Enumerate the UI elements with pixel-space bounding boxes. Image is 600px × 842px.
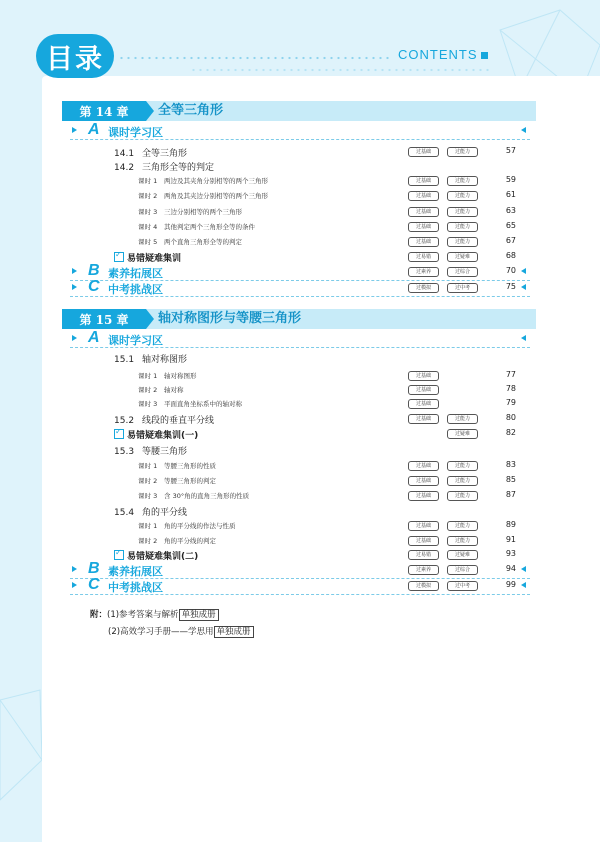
- level-tag: 过能力: [447, 176, 478, 186]
- level-tag: 过能力: [447, 414, 478, 424]
- lesson-number: 课时 1: [138, 462, 158, 470]
- entry-title: 易错疑难集训(一): [127, 431, 199, 441]
- chapter-title: 轴对称图形与等腰三角形: [158, 311, 302, 326]
- triangle-right-icon: [72, 127, 77, 133]
- entry-title: 两个直角三角形全等的判定: [164, 238, 242, 246]
- triangle-left-icon: [521, 127, 526, 133]
- level-tag: 过基础: [408, 176, 439, 186]
- appendix-item-2: [108, 625, 254, 637]
- appendix-item-label: (2)高效学习手册——学思用: [108, 627, 214, 637]
- toc-entry-lesson[interactable]: [138, 237, 242, 246]
- page-number: 79: [505, 398, 516, 407]
- toc-entry-lesson[interactable]: [138, 371, 197, 380]
- lesson-number: 课时 3: [138, 208, 158, 216]
- page-number: 65: [505, 221, 516, 230]
- level-tag: 过基础: [408, 371, 439, 381]
- section-letter: A: [88, 329, 100, 346]
- page-number: 80: [505, 413, 516, 422]
- level-tag: 过素养: [408, 565, 439, 575]
- page-number: 75: [505, 282, 516, 291]
- entry-title: 三角形全等的判定: [142, 163, 215, 173]
- entry-title: 两边及其夹角分别相等的两个三角形: [164, 177, 268, 185]
- lesson-number: 课时 1: [138, 522, 158, 530]
- entry-title: 全等三角形: [142, 149, 188, 159]
- triangle-left-icon: [521, 566, 526, 572]
- page-number: 83: [505, 460, 516, 469]
- section-letter: C: [88, 278, 100, 295]
- triangle-left-icon: [521, 582, 526, 588]
- entry-title: 线段的垂直平分线: [142, 416, 215, 426]
- level-tag: 过疑难: [447, 252, 478, 262]
- toc-entry-lesson[interactable]: [138, 385, 184, 394]
- entry-title: 轴对称图形: [142, 355, 188, 365]
- triangle-left-icon: [521, 284, 526, 290]
- page-number: 67: [505, 236, 516, 245]
- chapter-title: 全等三角形: [158, 103, 224, 118]
- lesson-number: 课时 2: [138, 386, 158, 394]
- page-number: 61: [505, 190, 516, 199]
- level-tag: 过能力: [447, 191, 478, 201]
- section-name: 素养拓展区: [108, 267, 163, 280]
- level-tag: 过基础: [408, 222, 439, 232]
- level-tag: 过易错: [408, 550, 439, 560]
- chapter-number: 第 14 章: [62, 101, 146, 121]
- level-tag: 过模拟: [408, 283, 439, 293]
- level-tag: 过基础: [408, 414, 439, 424]
- toc-entry-lesson[interactable]: [138, 491, 249, 500]
- toc-entry-drill[interactable]: [114, 251, 181, 264]
- chapter-header[interactable]: [62, 101, 536, 121]
- page-number: 94: [505, 564, 516, 573]
- section-letter: A: [88, 121, 100, 138]
- lesson-number: 课时 5: [138, 238, 158, 246]
- dotted-divider: [190, 68, 490, 72]
- triangle-right-icon: [72, 582, 77, 588]
- entry-title: 等腰三角形的判定: [164, 477, 216, 485]
- entry-title: 角的平分线的作法与性质: [164, 522, 236, 530]
- level-tag: 过基础: [408, 399, 439, 409]
- toc-entry-lesson[interactable]: [138, 399, 242, 408]
- entry-title: 易错疑难集训: [127, 254, 182, 264]
- triangle-right-icon: [72, 566, 77, 572]
- entry-title: 两角及其夹边分别相等的两个三角形: [164, 192, 268, 200]
- level-tag: 过基础: [408, 147, 439, 157]
- square-icon: [481, 52, 488, 59]
- entry-title: 等腰三角形的性质: [164, 462, 216, 470]
- toc-entry[interactable]: [114, 505, 187, 518]
- level-tag: 过基础: [408, 491, 439, 501]
- level-tag: 过综合: [447, 565, 478, 575]
- appendix-note: 单独成册: [179, 609, 219, 621]
- level-tag: 过基础: [408, 385, 439, 395]
- chapter-number: 第 15 章: [62, 309, 146, 329]
- entry-title: 等腰三角形: [142, 447, 188, 457]
- level-tag: 过易错: [408, 252, 439, 262]
- section-name: 课时学习区: [108, 126, 163, 139]
- toc-entry[interactable]: [114, 146, 187, 159]
- lesson-number: 课时 1: [138, 372, 158, 380]
- level-tag: 过综合: [447, 267, 478, 277]
- page-number: 57: [505, 146, 516, 155]
- toc-entry[interactable]: [114, 160, 214, 173]
- level-tag: 过基础: [408, 461, 439, 471]
- dotted-divider: [118, 56, 393, 60]
- checkbox-icon: [114, 429, 124, 439]
- section-row-a[interactable]: [70, 121, 530, 140]
- contents-label: CONTENTS: [398, 47, 478, 62]
- checkbox-icon: [114, 252, 124, 262]
- entry-number: 14.1: [114, 149, 135, 159]
- lesson-number: 课时 2: [138, 537, 158, 545]
- page-number: 70: [505, 266, 516, 275]
- page-number: 68: [505, 251, 516, 260]
- page-number: 85: [505, 475, 516, 484]
- level-tag: 过能力: [447, 536, 478, 546]
- lesson-number: 课时 2: [138, 192, 158, 200]
- entry-title: 含 30°角的直角三角形的性质: [164, 492, 250, 500]
- appendix-item-label: (1)参考答案与解析: [107, 610, 179, 620]
- section-name: 中考挑战区: [108, 581, 163, 594]
- level-tag: 过基础: [408, 207, 439, 217]
- level-tag: 过能力: [447, 476, 478, 486]
- page-card: [42, 76, 600, 842]
- lesson-number: 课时 4: [138, 223, 158, 231]
- appendix-prefix: 附：: [90, 610, 108, 620]
- toc-entry-lesson[interactable]: [138, 461, 216, 470]
- triangle-left-icon: [521, 335, 526, 341]
- level-tag: 过能力: [447, 461, 478, 471]
- section-letter: C: [88, 576, 100, 593]
- entry-title: 轴对称图形: [164, 372, 197, 380]
- entry-number: 14.2: [114, 163, 135, 173]
- page-number: 82: [505, 428, 516, 437]
- page-number: 77: [505, 370, 516, 379]
- entry-title: 轴对称: [164, 386, 184, 394]
- level-tag: 过能力: [447, 521, 478, 531]
- level-tag: 过素养: [408, 267, 439, 277]
- level-tag: 过基础: [408, 536, 439, 546]
- level-tag: 过中考: [447, 581, 478, 591]
- level-tag: 过基础: [408, 476, 439, 486]
- page-number: 63: [505, 206, 516, 215]
- toc-entry-lesson[interactable]: [138, 207, 242, 216]
- level-tag: 过疑难: [447, 429, 478, 439]
- lesson-number: 课时 3: [138, 492, 158, 500]
- page-number: 93: [505, 549, 516, 558]
- toc-entry-lesson[interactable]: [138, 191, 268, 200]
- entry-number: 15.2: [114, 416, 135, 426]
- chapter-header[interactable]: [62, 309, 536, 329]
- section-name: 课时学习区: [108, 334, 163, 347]
- lesson-number: 课时 1: [138, 177, 158, 185]
- toc-entry[interactable]: [114, 413, 214, 426]
- section-letter: B: [88, 560, 100, 577]
- triangle-left-icon: [521, 268, 526, 274]
- page-title: 目录: [36, 34, 114, 78]
- page-number: 99: [505, 580, 516, 589]
- page-number: 89: [505, 520, 516, 529]
- triangle-right-icon: [72, 284, 77, 290]
- entry-title: 三边分别相等的两个三角形: [164, 208, 242, 216]
- triangle-right-icon: [72, 335, 77, 341]
- lesson-number: 课时 3: [138, 400, 158, 408]
- entry-title: 其他判定两个三角形全等的条件: [164, 223, 255, 231]
- checkbox-icon: [114, 550, 124, 560]
- level-tag: 过基础: [408, 237, 439, 247]
- entry-title: 平面直角坐标系中的轴对称: [164, 400, 242, 408]
- level-tag: 过能力: [447, 207, 478, 217]
- level-tag: 过能力: [447, 237, 478, 247]
- entry-title: 易错疑难集训(二): [127, 552, 199, 562]
- toc-entry-lesson[interactable]: [138, 521, 236, 530]
- toc-entry-lesson[interactable]: [138, 222, 255, 231]
- appendix-item-1: [90, 608, 219, 620]
- level-tag: 过模拟: [408, 581, 439, 591]
- level-tag: 过能力: [447, 491, 478, 501]
- entry-title: 角的平分线的判定: [164, 537, 216, 545]
- toc-entry[interactable]: [114, 352, 187, 365]
- section-name: 中考挑战区: [108, 283, 163, 296]
- page-number: 87: [505, 490, 516, 499]
- level-tag: 过中考: [447, 283, 478, 293]
- toc-entry-lesson[interactable]: [138, 536, 216, 545]
- toc-entry-drill[interactable]: [114, 428, 198, 441]
- entry-title: 角的平分线: [142, 508, 188, 518]
- appendix-note: 单独成册: [214, 626, 254, 638]
- entry-number: 15.1: [114, 355, 135, 365]
- level-tag: 过能力: [447, 147, 478, 157]
- section-row-a[interactable]: [70, 329, 530, 348]
- toc-entry-lesson[interactable]: [138, 476, 216, 485]
- level-tag: 过疑难: [447, 550, 478, 560]
- section-letter: B: [88, 262, 100, 279]
- section-name: 素养拓展区: [108, 565, 163, 578]
- entry-number: 15.3: [114, 447, 135, 457]
- page-number: 59: [505, 175, 516, 184]
- toc-entry-lesson[interactable]: [138, 176, 268, 185]
- toc-entry[interactable]: [114, 444, 187, 457]
- page-number: 78: [505, 384, 516, 393]
- level-tag: 过基础: [408, 521, 439, 531]
- toc-entry-drill[interactable]: [114, 549, 198, 562]
- triangle-right-icon: [72, 268, 77, 274]
- entry-number: 15.4: [114, 508, 135, 518]
- level-tag: 过基础: [408, 191, 439, 201]
- page-number: 91: [505, 535, 516, 544]
- lesson-number: 课时 2: [138, 477, 158, 485]
- level-tag: 过能力: [447, 222, 478, 232]
